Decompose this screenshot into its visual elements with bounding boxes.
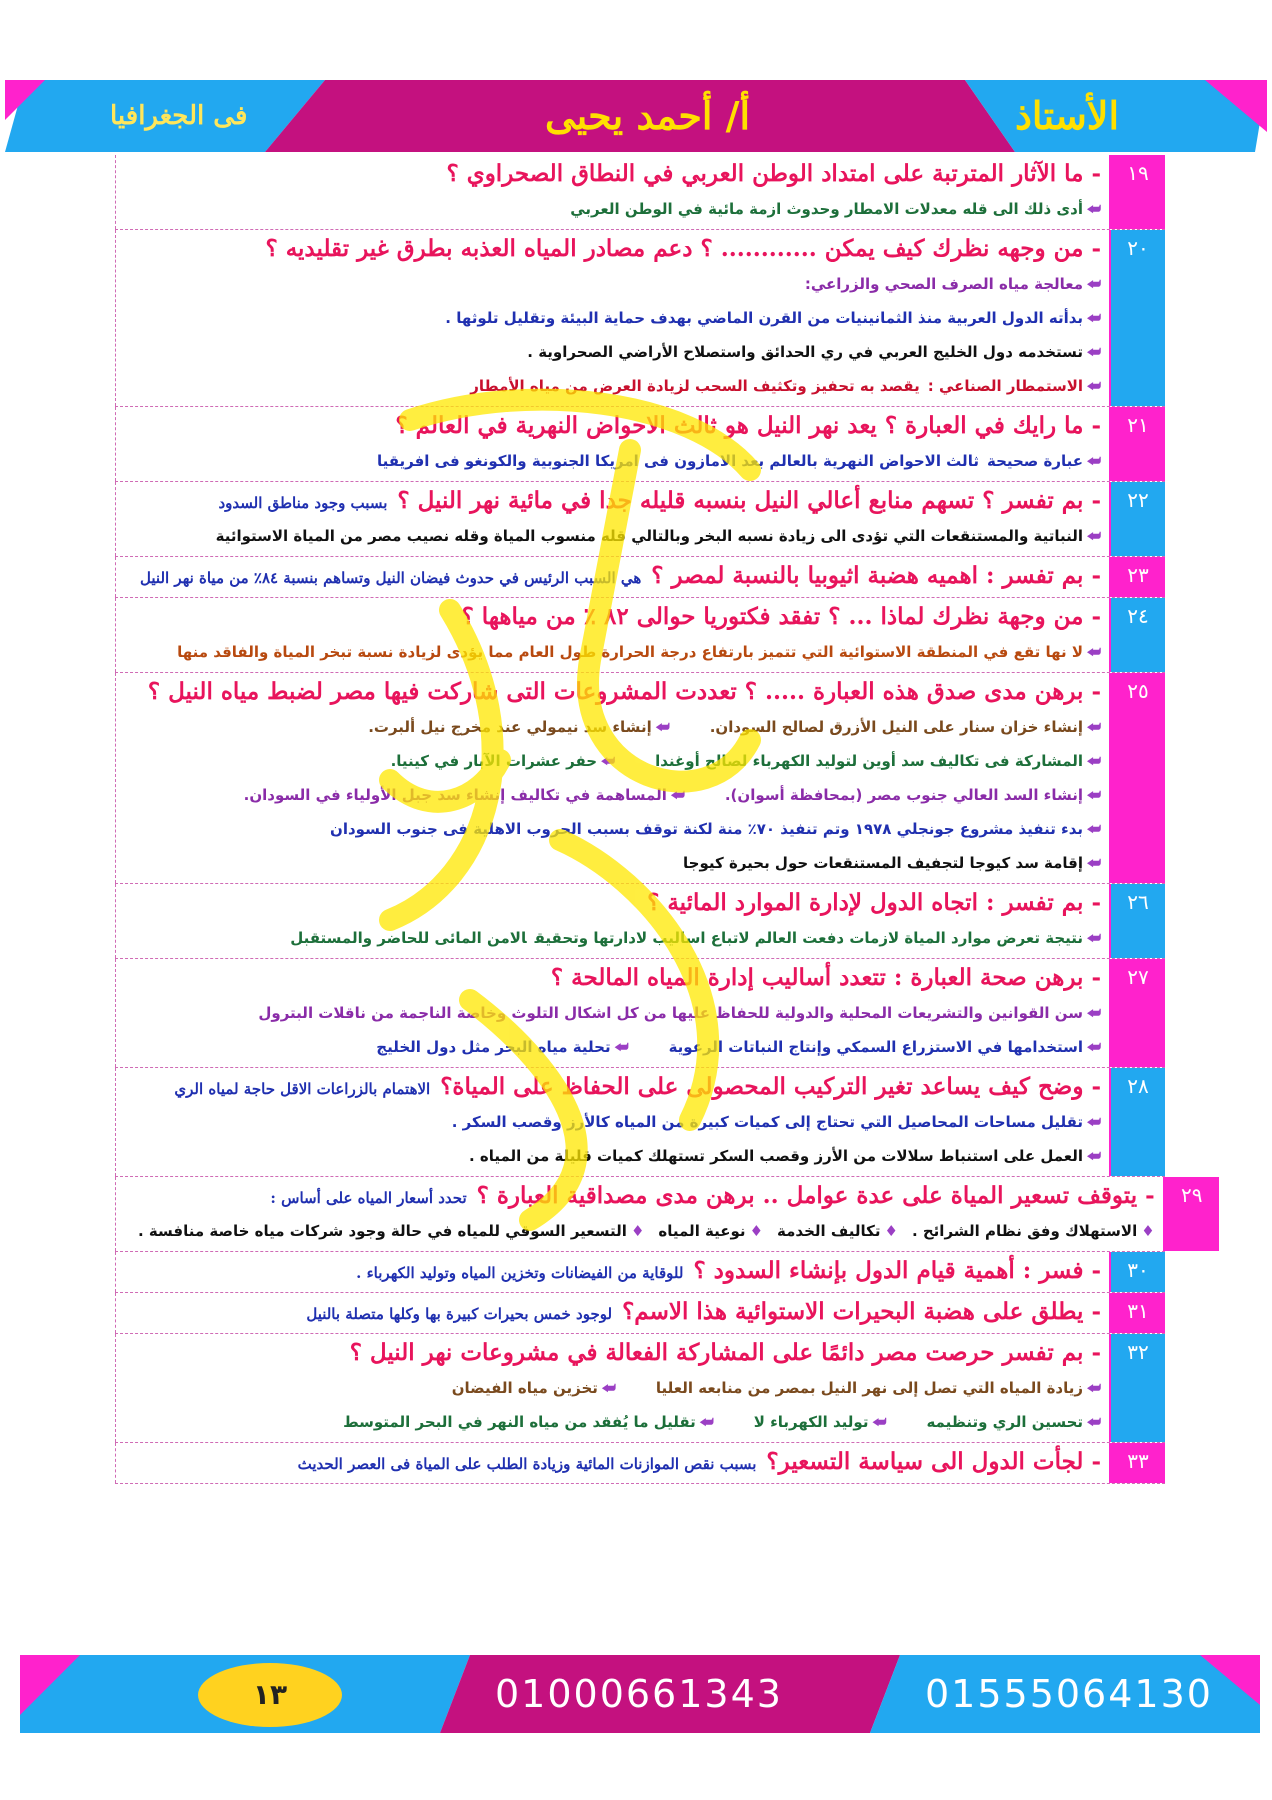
question-row (115, 407, 1165, 482)
question-number: ٢٠ (1111, 230, 1165, 406)
bullet-drop-icon: ♦ (884, 1222, 898, 1240)
question-row (115, 155, 1165, 230)
question-content (115, 598, 1111, 672)
bullet-arrow-icon: ⮨ (1087, 527, 1101, 545)
answer-line (124, 709, 1101, 743)
answer-text: تحسين الري وتنظيمه (926, 1413, 1084, 1431)
question-content (115, 959, 1111, 1067)
question-text: - فسر : أهمية قيام الدول بإنشاء السدود ؟ (693, 1257, 1101, 1284)
bullet-arrow-icon: ⮨ (1087, 1038, 1101, 1056)
answer-text: تستخدمه دول الخليج العربي في ري الحدائق واستصلاح الأراضي الصحراوية . (527, 343, 1084, 361)
bullet-arrow-icon: ⮨ (1087, 643, 1101, 661)
question-row (115, 230, 1165, 407)
question-text-line (124, 675, 1101, 709)
question-row (115, 482, 1165, 557)
answer-text: إنشاء السد العالي جنوب مصر (بمحافظة أسوان). (724, 786, 1084, 804)
answer-text: الامن المائى للحاضر والمستقبل (290, 929, 527, 947)
answer-line (124, 1029, 1101, 1063)
question-text: - يطلق على هضبة البحيرات الاستوائية هذا الاسم؟ (622, 1298, 1101, 1325)
bullet-arrow-icon: ⮨ (699, 1413, 714, 1431)
question-text-line (124, 1254, 1101, 1288)
question-row (115, 1293, 1165, 1334)
answer-text: إنشاء سد نيمولي عند مخرج نيل ألبرت. (368, 718, 652, 736)
answer-item: الاستهلاك وفق نظام الشرائح . (911, 1222, 1138, 1240)
answer-text: تقليل مساحات المحاصيل التي تحتاج إلى كميات كبيرة من المياه كالأرز وقصب السكر . (451, 1113, 1084, 1131)
bullet-arrow-icon: ⮨ (1087, 200, 1101, 218)
bullet-arrow-icon: ⮨ (614, 1038, 629, 1056)
page-number: ١٣ (252, 1678, 288, 1711)
bullet-arrow-icon: ⮨ (1087, 1147, 1101, 1165)
question-text-line (124, 157, 1101, 191)
question-text-line (124, 1445, 1101, 1479)
answer-text: نتيجة تعرض موارد المياة لازمات دفعت العالم لاتباع اساليب لادارتها وتحقيق (534, 929, 1084, 947)
header-subject: فى الجغرافيا (110, 101, 248, 131)
answer-line (124, 443, 1101, 477)
answer-text: تخزين مياه الفيضان (451, 1379, 598, 1397)
answer-text: عبارة صحيحة (986, 452, 1084, 470)
answer-line (124, 811, 1101, 845)
question-row (115, 1252, 1165, 1293)
answer-line (124, 518, 1101, 552)
answer-text: للوقاية من الفيضانات وتخزين المياه وتوليد الكهرباء . (356, 1264, 684, 1282)
question-content (115, 482, 1111, 556)
question-text: - بم تفسر : اتجاه الدول لإدارة الموارد المائية ؟ (647, 889, 1101, 916)
question-number: ٣٢ (1111, 1334, 1165, 1442)
answer-line (124, 634, 1101, 668)
bullet-drop-icon: ♦ (630, 1222, 645, 1240)
bullet-drop-icon: ♦ (749, 1222, 764, 1240)
answer-text: المساهمة في تكاليف إنشاء سد جبل الأولياء في السودان. (243, 786, 667, 804)
question-content (115, 1334, 1111, 1442)
question-row (115, 673, 1165, 884)
answer-text: زيادة المياه التي تصل إلى نهر النيل بمصر من منابعه العليا (655, 1379, 1084, 1397)
question-text: - بم تفسر : اهميه هضبة اثيوبيا بالنسبة لمصر ؟ (651, 562, 1101, 589)
bullet-arrow-icon: ⮨ (601, 1379, 616, 1397)
question-number: ٢٢ (1111, 482, 1165, 556)
bullet-arrow-icon: ⮨ (670, 786, 685, 804)
question-number: ٣١ (1111, 1293, 1165, 1333)
answer-line (124, 1370, 1101, 1404)
question-content (115, 1068, 1111, 1176)
answer-text: حفر عشرات الآبار في كينيا. (390, 752, 598, 770)
bullet-drop-icon: ♦ (1141, 1222, 1155, 1240)
bullet-arrow-icon: ⮨ (1087, 309, 1101, 327)
bullet-arrow-icon: ⮨ (1087, 1113, 1101, 1131)
question-text: - من وجهه نظرك كيف يمكن ............ ؟ دعم مصادر المياه العذبه بطرق غير تقليديه ؟ (265, 235, 1101, 262)
answer-text: تحلية مياه البحر مثل دول الخليج (376, 1038, 611, 1056)
question-row (115, 1068, 1165, 1177)
answer-text: الاستمطار الصناعي : (927, 377, 1084, 395)
question-number: ٣٠ (1111, 1252, 1165, 1292)
answer-line (124, 995, 1101, 1029)
bullet-arrow-icon: ⮨ (1087, 718, 1101, 736)
answer-text: معالجة مياه الصرف الصحي والزراعي: (804, 275, 1084, 293)
answer-text: أدى ذلك الى قله معدلات الامطار وحدوث ازمة مائية في الوطن العربي (570, 200, 1084, 218)
bullet-arrow-icon: ⮨ (1087, 452, 1101, 470)
answer-line (124, 777, 1101, 811)
bullet-arrow-icon: ⮨ (1087, 1413, 1101, 1431)
question-number: ٢٥ (1111, 673, 1165, 883)
question-text: - ما رايك في العبارة ؟ يعد نهر النيل هو ثالث الاحواض النهرية في العالم ؟ (395, 412, 1101, 439)
answer-text: بدأته الدول العربية منذ الثمانينيات من القرن الماضي بهدف حماية البيئة وتقليل تلوثها . (445, 309, 1084, 327)
question-number: ٢٣ (1111, 557, 1165, 597)
question-content (115, 1293, 1111, 1333)
header-title: الأستاذ (1015, 93, 1120, 138)
questions-table (115, 155, 1203, 1484)
bullet-arrow-icon: ⮨ (1087, 820, 1101, 838)
phone-number-2: 01555064130 (925, 1672, 1213, 1716)
question-text-line (124, 1179, 1155, 1213)
question-text-line (124, 1336, 1101, 1370)
question-number: ٢٩ (1165, 1177, 1219, 1251)
question-row (115, 884, 1165, 959)
question-content (115, 230, 1111, 406)
answer-text: المشاركة فى تكاليف سد أوين لتوليد الكهرباء لصالح أوغندا (655, 752, 1084, 770)
bullet-arrow-icon: ⮨ (872, 1413, 887, 1431)
answer-line (124, 1138, 1101, 1172)
question-text: - لجأت الدول الى سياسة التسعير؟ (766, 1448, 1101, 1475)
question-number: ٢١ (1111, 407, 1165, 481)
question-content (115, 1252, 1111, 1292)
question-text: - ما الآثار المترتبة على امتداد الوطن العربي في النطاق الصحراوي ؟ (446, 160, 1101, 187)
question-text-line (124, 484, 1101, 518)
answer-text: توليد الكهرباء لا (753, 1413, 869, 1431)
question-text-line (124, 886, 1101, 920)
question-row (115, 1334, 1165, 1443)
question-number: ١٩ (1111, 155, 1165, 229)
question-content (115, 557, 1111, 597)
bullet-arrow-icon: ⮨ (601, 752, 616, 770)
header-teacher-name: أ/ أحمد يحيى (545, 93, 751, 138)
footer-banner (20, 1655, 1260, 1733)
question-content (115, 884, 1111, 958)
question-text-line (124, 1295, 1101, 1329)
answer-item: تكاليف الخدمة (777, 1222, 881, 1240)
bullet-arrow-icon: ⮨ (1087, 1004, 1101, 1022)
answer-line (124, 266, 1101, 300)
question-text-line (124, 559, 1101, 593)
bullet-arrow-icon: ⮨ (1087, 275, 1101, 293)
answer-text: لا نها تقع في المنطقة الاستوائية التي تتميز بارتفاع درجة الحرارة طول العام مما يؤدى لزيادة نسبة تبخر المياة والفاقد منها (177, 643, 1084, 661)
bullet-arrow-icon: ⮨ (1087, 786, 1101, 804)
answer-line (124, 845, 1101, 879)
answer-text: سن القوانين والتشريعات المحلية والدولية للحفاظ عليها من كل اشكال التلوث وخاصة الناجمة من ناقلات البترول (258, 1004, 1084, 1022)
question-row (115, 1443, 1165, 1484)
question-row (115, 598, 1165, 673)
answer-line (124, 1104, 1101, 1138)
question-row (115, 959, 1165, 1068)
question-text: - برهن صحة العبارة : تتعدد أساليب إدارة المياه المالحة ؟ (550, 964, 1101, 991)
answer-text: استخدامها في الاستزراع السمكي وإنتاج النباتات الرعوية (668, 1038, 1084, 1056)
answer-text: إنشاء خزان سنار على النيل الأزرق لصالح السودان. (709, 718, 1084, 736)
answer-line (124, 920, 1101, 954)
question-text: - بم تفسر حرصت مصر دائمًا على المشاركة الفعالة في مشروعات نهر النيل ؟ (349, 1339, 1101, 1366)
question-text-line (124, 232, 1101, 266)
question-number: ٣٣ (1111, 1443, 1165, 1483)
question-number: ٢٧ (1111, 959, 1165, 1067)
answer-text: ثالث الاحواض النهرية بالعالم بعد الامازون فى امريكا الجنوبية والكونغو فى افريقيا (376, 452, 979, 470)
question-content (115, 673, 1111, 883)
question-text-line (124, 961, 1101, 995)
question-content (115, 407, 1111, 481)
question-text: - يتوقف تسعير المياة على عدة عوامل .. برهن مدى مصداقية العبارة ؟ (476, 1182, 1155, 1209)
question-text: - من وجهة نظرك لماذا ... ؟ تفقد فكتوريا حوالى ٨٢ ٪ من مياهها ؟ (461, 603, 1101, 630)
bullet-arrow-icon: ⮨ (1087, 854, 1101, 872)
answer-text: لوجود خمس بحيرات كبيرة بها وكلها متصلة بالنيل (306, 1305, 613, 1323)
bullet-arrow-icon: ⮨ (1087, 1379, 1101, 1397)
answer-line (124, 743, 1101, 777)
question-text: - برهن مدى صدق هذه العبارة ..... ؟ تعددت المشروعات التى شاركت فيها مصر لضبط مياه النيل ؟ (147, 678, 1101, 705)
phone-number-1: 01000661343 (495, 1672, 783, 1716)
answer-item: نوعية المياه (658, 1222, 746, 1240)
answer-text: تحدد أسعار المياه على أساس : (270, 1189, 467, 1207)
question-text-line (124, 600, 1101, 634)
question-text: - بم تفسر ؟ تسهم منابع أعالي النيل بنسبه قليله جدا في مائية نهر النيل ؟ (397, 487, 1101, 514)
answer-text: الاهتمام بالزراعات الاقل حاجة لمياه الري (174, 1080, 431, 1098)
answer-text: النباتية والمستنقعات التي تؤدى الى زيادة نسبه البخر وبالتالي قله منسوب المياة وقله نصيب مصر من المياة الاستوائية (215, 527, 1084, 545)
question-content (115, 155, 1111, 229)
answer-text: هي السبب الرئيس في حدوث فيضان النيل وتساهم بنسبة ٨٤٪ من مياة نهر النيل (140, 569, 642, 587)
bullet-arrow-icon: ⮨ (1087, 377, 1101, 395)
answer-line (124, 191, 1101, 225)
question-text-line (124, 409, 1101, 443)
question-number: ٢٦ (1111, 884, 1165, 958)
question-text: - وضح كيف يساعد تغير التركيب المحصولى على الحفاظ على المياة؟ (440, 1073, 1101, 1100)
question-text-line (124, 1070, 1101, 1104)
question-content (115, 1443, 1111, 1483)
answer-line (124, 1213, 1155, 1247)
answer-text: إقامة سد كيوجا لتجفيف المستنقعات حول بحيرة كيوجا (683, 854, 1084, 872)
bullet-arrow-icon: ⮨ (1087, 343, 1101, 361)
answer-text: يقصد به تحفيز وتكثيف السحب لزيادة العرض من مياه الأمطار (470, 377, 920, 395)
answer-text: تقليل ما يُفقد من مياه النهر في البحر المتوسط (343, 1413, 696, 1431)
header-banner (5, 80, 1267, 152)
answer-text: بسبب نقص الموازنات المائية وزيادة الطلب على المياة فى العصر الحديث (297, 1455, 757, 1473)
answer-line (124, 334, 1101, 368)
answer-line (124, 300, 1101, 334)
answer-line (124, 1404, 1101, 1438)
bullet-arrow-icon: ⮨ (1087, 752, 1101, 770)
answer-text: بدء تنفيذ مشروع جونجلي ١٩٧٨ وتم تنفيذ ٧٠٪ منة لكنة توقف بسبب الحروب الاهلية فى جنوب السودان (330, 820, 1084, 838)
question-number: ٢٨ (1111, 1068, 1165, 1176)
question-content (115, 1177, 1165, 1251)
question-row (115, 557, 1165, 598)
answer-item: التسعير السوقي للمياه في حالة وجود شركات مياه خاصة منافسة . (138, 1222, 627, 1240)
answer-line (124, 368, 1101, 402)
answer-text: بسبب وجود مناطق السدود (218, 494, 388, 512)
bullet-arrow-icon: ⮨ (655, 718, 670, 736)
question-number: ٢٤ (1111, 598, 1165, 672)
bullet-arrow-icon: ⮨ (1087, 929, 1101, 947)
answer-text: العمل على استنباط سلالات من الأرز وقصب السكر تستهلك كميات قليلة من المياه . (468, 1147, 1084, 1165)
question-row (115, 1177, 1203, 1252)
